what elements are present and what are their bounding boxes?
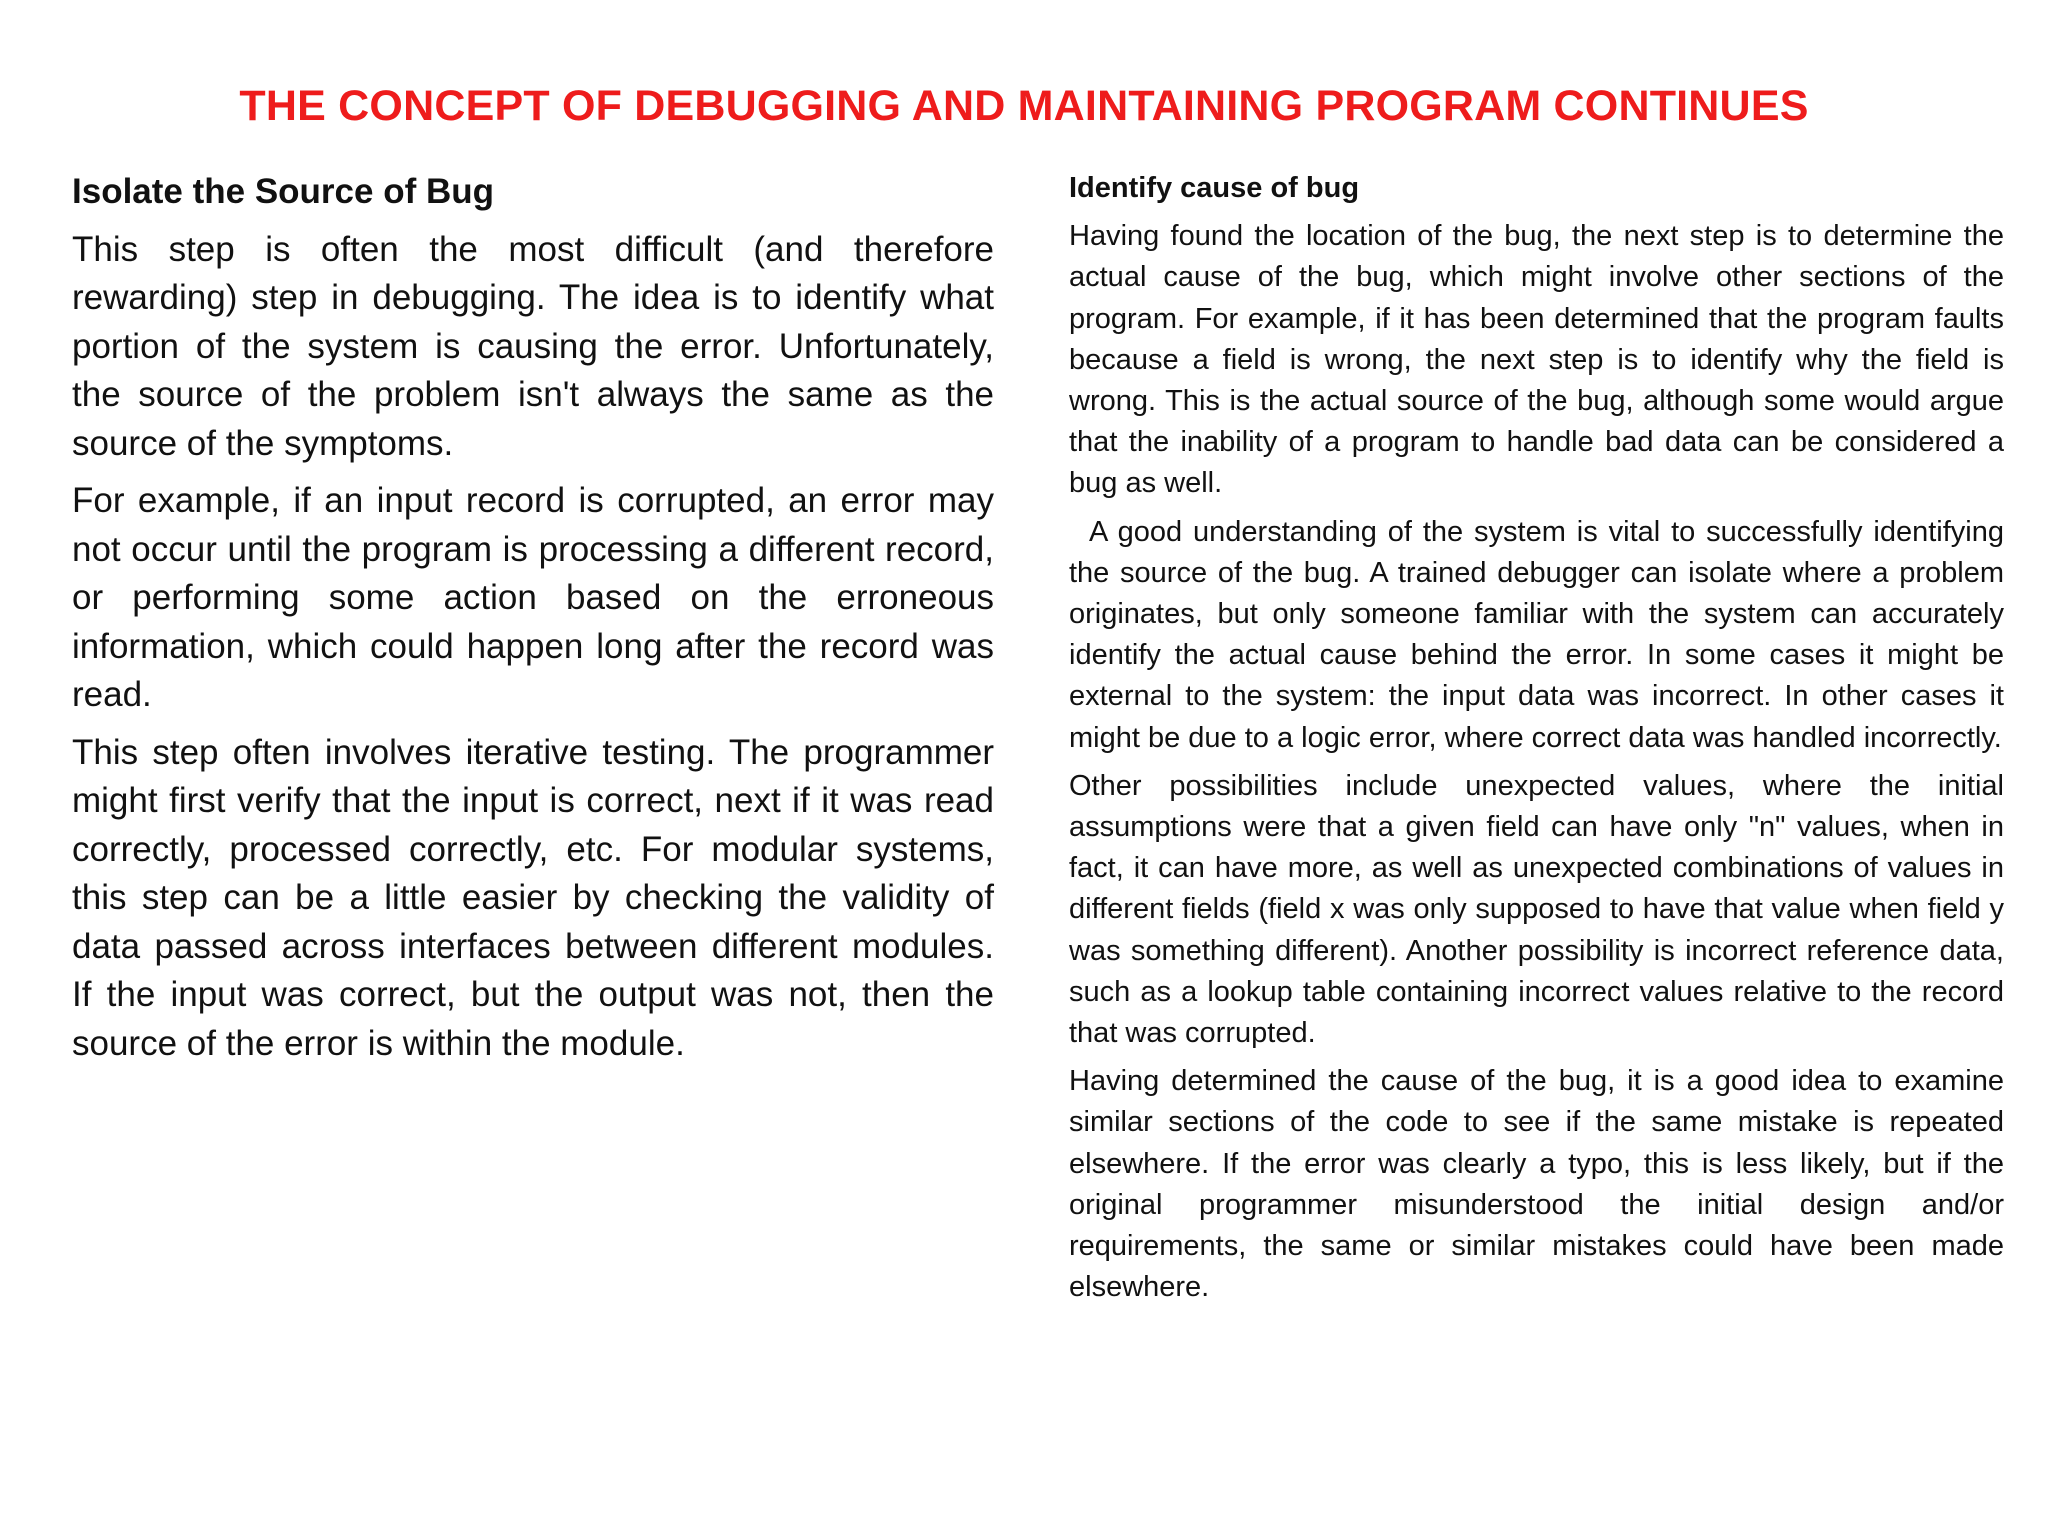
right-paragraph-1: Having found the location of the bug, the next step is to determine the actual cause of the bug, which might involve other sections of the program. For example, if it has been determined that the program faults because a field is wrong, the next step is to identify why the field is wrong. This is the actual source of the bug, although some would argue that the inability of a program to handle bad data can be considered a bug as well. xyxy=(1069,220,2004,500)
right-paragraph-3: Other possibilities include unexpected values, where the initial assumptions were that a given field can have only "n" values, when in fact, it can have more, as well as unexpected combinations of values in different fields (field x was only supposed to have that value when field y was something different). Another possibility is incorrect reference data, such as a lookup table containing incorrect values relative to the record that was corrupted. xyxy=(1069,769,2004,1050)
left-paragraph-2: For example, if an input record is corrupted, an error may not occur until the program is processing a different record, or performing some action based on the erroneous information, which could happen long after the record was read. xyxy=(72,481,994,714)
right-column xyxy=(1069,168,2004,1315)
right-paragraph-2: A good understanding of the system is vital to successfully identifying the source of the bug. A trained debugger can isolate where a problem originates, but only someone familiar with the system can accurately identify the actual cause behind the error. In some cases it might be external to the system: the input data was incorrect. In other cases it might be due to a logic error, where correct data was handled incorrectly. xyxy=(1069,515,2004,754)
slide-title: THE CONCEPT OF DEBUGGING AND MAINTAINING PROGRAM CONTINUES xyxy=(239,82,1809,130)
left-heading: Isolate the Source of Bug xyxy=(72,172,494,211)
right-paragraph-4: Having determined the cause of the bug, it is a good idea to examine similar sections of the code to see if the same mistake is repeated elsewhere. If the error was clearly a typo, this is less likely, but if the original programmer misunderstood the initial design and/or requirements, the same or similar mistakes could have been made elsewhere. xyxy=(1069,1065,2004,1304)
right-heading: Identify cause of bug xyxy=(1069,172,1360,204)
left-paragraph-3: This step often involves iterative testing. The programmer might first verify that the input is correct, next if it was read correctly, processed correctly, etc. For modular systems, this step can be a little easier by checking the validity of data passed across interfaces between different modules. If the input was correct, but the output was not, then the source of the error is within the module. xyxy=(72,732,994,1063)
left-paragraph-1: This step is often the most difficult (and therefore rewarding) step in debugging. The idea is to identify what portion of the system is causing the error. Unfortunately, the source of the problem isn't always the same as the source of the symptoms. xyxy=(72,229,994,463)
left-column xyxy=(72,168,994,1077)
